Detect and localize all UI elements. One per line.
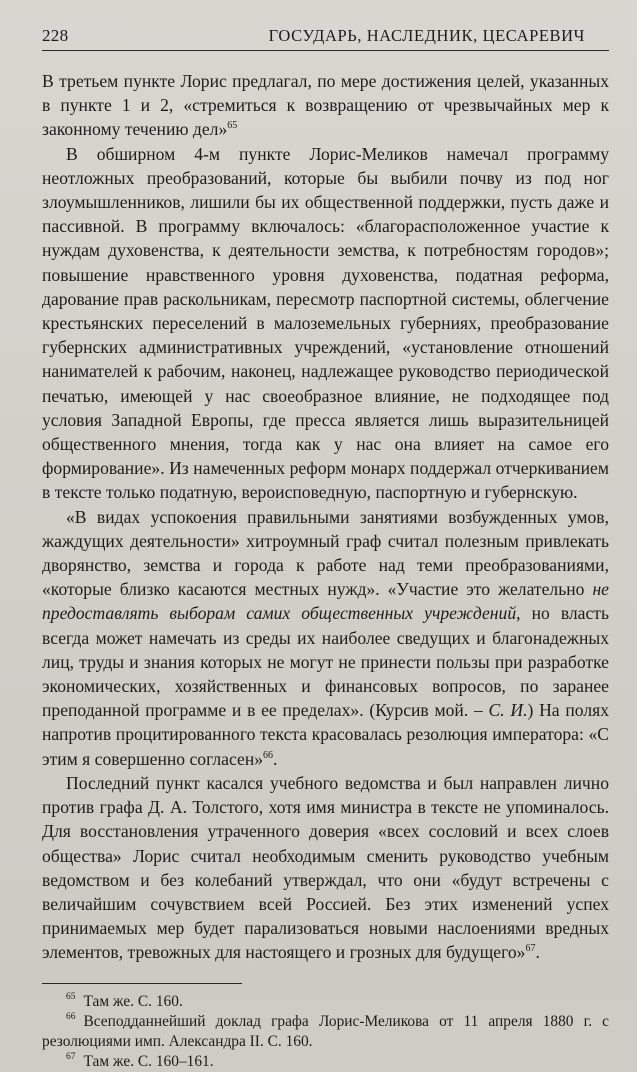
footnote-text: Всеподданнейший доклад графа Лорис-Меликова от 11 апреля 1880 г. с резолюциями имп. Александра II. С. 160.	[42, 1012, 609, 1050]
body-text	[42, 69, 609, 965]
footnote-67	[42, 1052, 609, 1072]
paragraph-1-text: В третьем пункте Лорис предлагал, по мере достижения целей, указанных в пункте 1 и 2, «стремиться к возвращению от чрезвычайных мер к законному течению дел»	[42, 71, 609, 140]
paragraph-1	[42, 69, 609, 142]
page-number: 228	[42, 26, 69, 45]
footnote-ref-67: 67	[525, 943, 536, 955]
running-head	[42, 26, 609, 51]
footnote-ref-66: 66	[263, 749, 274, 761]
paragraph-3-author-initials: С. И.	[488, 700, 528, 721]
paragraph-3-italic: не предоставлять выборам самих общественных учреждений	[42, 579, 609, 624]
running-title: ГОСУДАРЬ, НАСЛЕДНИК, ЦЕСАРЕВИЧ	[268, 26, 585, 45]
footnote-divider	[42, 983, 242, 984]
paragraph-2	[42, 142, 609, 505]
paragraph-3-text-a: «В видах успокоения правильными занятиями возбужденных умов, жаждущих деятельности» хитроумный граф считал полезным привлекать дворянство, земства и города к работе над теми преобразованиями, «которые близко касаются местных нужд». «Участие это желательно	[42, 506, 609, 600]
paragraph-3: «В видах успокоения правильными занятиями возбужденных умов, жаждущих деятельности» хитроумный граф считал полезным привлекать дворянство, земства и города к работе над теми преобразованиями, «которые близко касаются местных нужд». «Участие это желательно не предоставлять выборам самих общественных учреждений, но власть всегда может намечать из среды их наиболее сведущих и благонадежных лиц, труды и знания которых не могут не принести пользы при разработке экономических, хозяйственных и финансовых вопросов, по заранее преподанной программе и в ее пределах». (Курсив мой. – С. И.) На полях напротив процитированного текста красовалась резолюция императора: «С этим я совершенно согласен»$^{66}$.	[42, 506, 610, 769]
paragraph-3-text-b: , но власть всегда может намечать из среды их наиболее сведущих и благонадежных лиц, труды и знания которых не могут не принести пользы при разработке экономических, хозяйственных и финансовых вопросов, по заранее преподанной программе и в ее пределах». (Курсив мой. –	[42, 603, 610, 721]
footnote-text: Там же. С. 160–161.	[83, 1052, 214, 1070]
paragraph-4-text: Последний пункт касался учебного ведомства и был направлен лично против графа Д. А. Толстого, хотя имя министра в тексте не упоминалось. Для восстановления утраченного доверия «всех сословий и всех слоев общества» Лорис считал необходимым сменить руководство учебным ведомством и без колебаний утверждал, что они «будут встречены с величайшим сочувствием всей Россией. Без этих изменений успех принимаемых мер будет парализоваться новыми наслоениями вредных элементов, тревожных для настоящего и грозных для будущего»	[42, 772, 609, 963]
footnote-65	[42, 992, 609, 1012]
paragraph-4: Последний пункт касался учебного ведомства и был направлен лично против графа Д. А. Толстого, хотя имя министра в тексте не упоминалось. Для восстановления утраченного доверия «всех сословий и всех слоев общества» Лорис считал необходимым сменить руководство учебным ведомством и без колебаний утверждал, что они «будут встречены с величайшим сочувствием всей Россией. Без этих изменений успех принимаемых мер будет парализоваться новыми наслоениями вредных элементов, тревожных для настоящего и грозных для будущего»$^{67}$.	[42, 772, 609, 963]
footnote-mark: 65	[66, 992, 76, 1003]
footnote-mark: 67	[66, 1052, 76, 1063]
footnote-mark: 66	[66, 1012, 76, 1023]
footnotes	[42, 992, 609, 1072]
footnote-text: Там же. С. 160.	[83, 992, 183, 1010]
paragraph-3-text-c: ) На полях напротив процитированного текста красовалась резолюция императора: «С этим я совершенно согласен»	[42, 700, 610, 769]
paragraph-2-text: В обширном 4-м пункте Лорис-Меликов намечал программу неотложных преобразований, которые бы выбили почву из под ног злоумышленников, лишили бы их общественной поддержки, пусть даже и пассивной. В программу включалось: «благорасположенное участие к нуждам духовенства, к деятельности земства, к потребностям городов»; повышение нравственного уровня духовенства, податная реформа, дарование прав раскольникам, пересмотр паспортной системы, облегчение крестьянских переселений в малоземельных губерниях, преобразование губернских административных учреждений, «установление отношений нанимателей к рабочим, наконец, надлежащее руководство периодической печатью, имеющей у нас своеобразное влияние, не подходящее под условия Западной Европы, где пресса является лишь выразительницей общественного мнения, тогда как у нас она влияет на самое его формирование». Из намеченных реформ монарх поддержал отчеркиванием в тексте только податную, вероисповедную, паспортную и губернскую.	[42, 143, 609, 503]
footnote-66	[42, 1012, 609, 1052]
footnote-ref-65: 65	[227, 120, 238, 132]
